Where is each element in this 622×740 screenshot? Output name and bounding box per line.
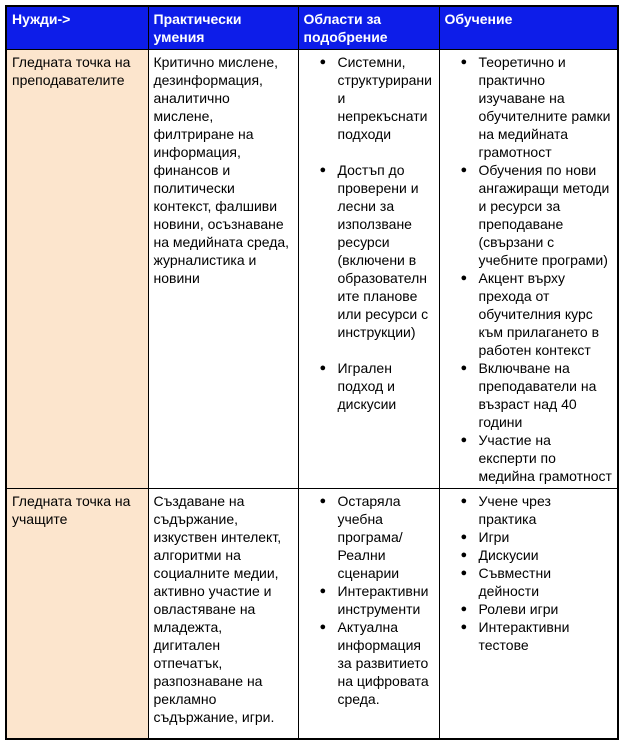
areas-cell-learners	[298, 489, 439, 739]
training-cell-learners	[439, 489, 618, 739]
skills-cell-learners: Създаване на съдържание, изкуствен интелект, алгоритми на социалните медии, активно участие и овластяване на младежта, дигитален отпечатък, разпознаване на рекламно съдържание, игри.	[148, 489, 298, 739]
bullet-item: ● Интерактивни инструменти	[320, 582, 434, 618]
bullet-item: ● Включване на преподаватели на възраст над 40 години	[461, 359, 613, 431]
header-cell-areas: Области за подобрение	[298, 6, 439, 50]
bullet-item: ● Интерактивни тестове	[461, 618, 613, 654]
areas-list-learners	[304, 492, 434, 708]
table-row-teachers	[6, 50, 618, 489]
skills-cell-teachers: Критично мислене, дезинформация, аналитично мислене, филтриране на информация, финансов и политически контекст, фалшиви новини, осъзнаване на медийната среда, журналистика и новини	[148, 50, 298, 489]
header-cell-needs: Нужди->	[6, 6, 148, 50]
training-list-learners	[445, 492, 613, 654]
row-label-learners: Гледната точка на учащите	[6, 489, 148, 739]
bullet-item: ● Теоретично и практично изучаване на обучителните рамки на медийната грамотност	[461, 53, 613, 161]
table-header-row	[6, 6, 618, 50]
needs-table	[5, 5, 619, 740]
row-label-teachers: Гледната точка на преподавателите	[6, 50, 148, 489]
training-list-teachers	[445, 53, 613, 485]
bullet-item: ● Съвместни дейности	[461, 564, 613, 600]
bullet-item: ● Достъп до проверени и лесни за използване ресурси (включени в образователните планове или ресурси с инструкции)	[320, 161, 434, 341]
bullet-item: ● Дискусии	[461, 546, 613, 564]
header-cell-skills: Практически умения	[148, 6, 298, 50]
areas-list-teachers	[304, 53, 434, 413]
bullet-item: ● Актуална информация за развитието на цифровата среда.	[320, 618, 434, 708]
table-row-learners	[6, 489, 618, 739]
bullet-item: ● Участие на експерти по медийна грамотност	[461, 431, 613, 485]
header-cell-training: Обучение	[439, 6, 618, 50]
bullet-item: ● Учене чрез практика	[461, 492, 613, 528]
areas-cell-teachers	[298, 50, 439, 489]
bullet-item: ● Ролеви игри	[461, 600, 613, 618]
bullet-item: ● Акцент върху прехода от обучителния курс към прилагането в работен контекст	[461, 269, 613, 359]
training-cell-teachers	[439, 50, 618, 489]
bullet-item: ● Системни, структурирани и непрекъснати подходи	[320, 53, 434, 143]
bullet-item: ● Остаряла учебна програма/ Реални сценарии	[320, 492, 434, 582]
bullet-item: ● Игрален подход и дискусии	[320, 359, 434, 413]
bullet-item: ● Игри	[461, 528, 613, 546]
bullet-item: ● Обучения по нови ангажиращи методи и ресурси за преподаване (свързани с учебните програми)	[461, 161, 613, 269]
